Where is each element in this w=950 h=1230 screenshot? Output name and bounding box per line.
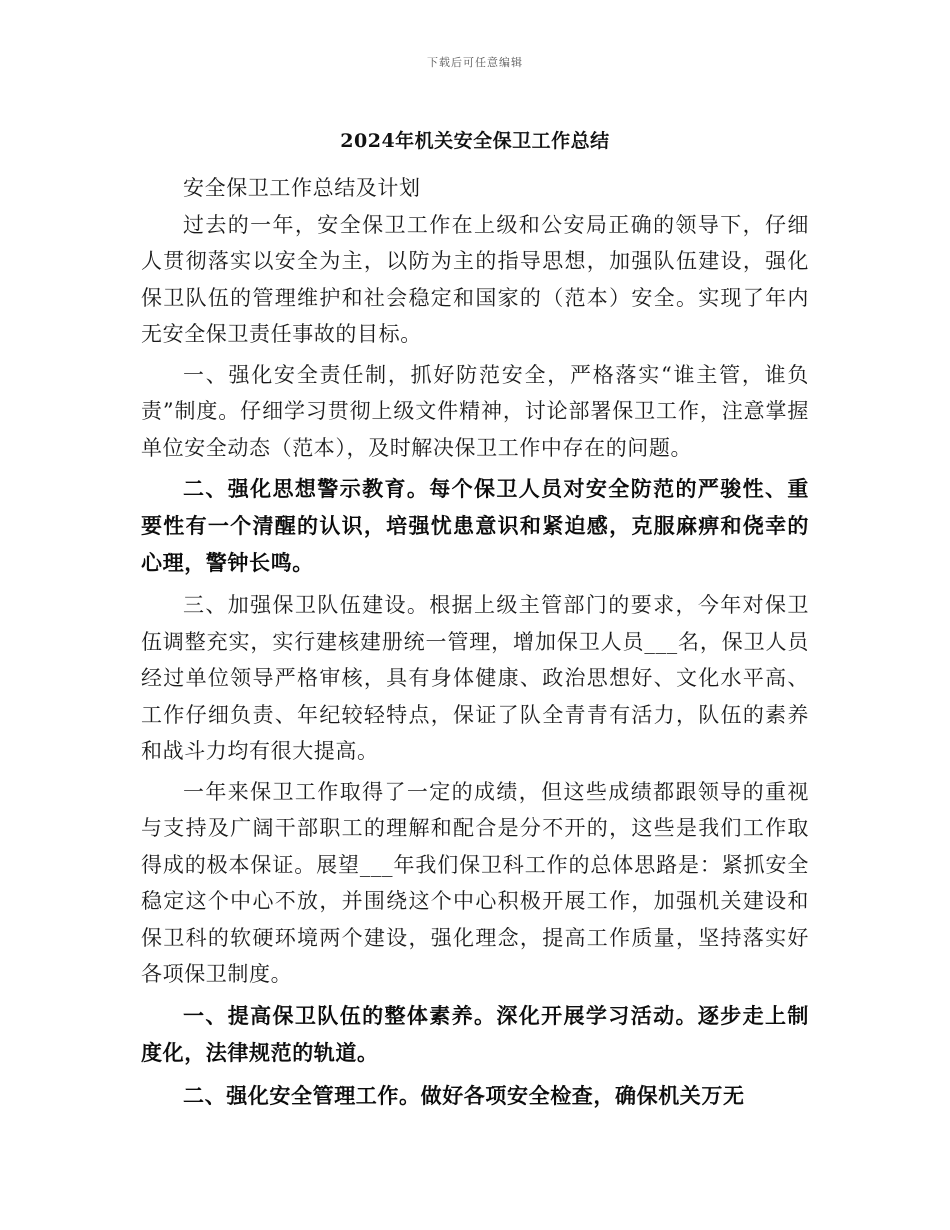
paragraph-item-3: 三、加强保卫队伍建设。根据上级主管部门的要求，今年对保卫伍调整充实，实行建核建册统一管理，增加保卫人员___名，保卫人员经过单位领导严格审核，具有身体健康、政治思想好、文化水平高、工作仔细负责、年纪较轻特点，保证了队全青青有活力，队伍的素养和战斗力均有很大提高。: [141, 593, 809, 763]
paragraph-plan-1: 一、提高保卫队伍的整体素养。深化开展学习活动。逐步走上制度化，法律规范的轨道。: [141, 1002, 809, 1065]
paragraph-item-1: 一、强化安全责任制，抓好防范安全，严格落实“谁主管，谁负责”制度。仔细学习贯彻上级文件精神，讨论部署保卫工作，注意掌握单位安全动态（范本），及时解决保卫工作中存在的问题。: [141, 362, 809, 460]
paragraph-plan-2: 二、强化安全管理工作。做好各项安全检查，确保机关万无: [183, 1082, 745, 1108]
document-body: [141, 170, 809, 1120]
paragraph-outlook: 一年来保卫工作取得了一定的成绩，但这些成绩都跟领导的重视与支持及广阔干部职工的理解和配合是分不开的，这些是我们工作取得成的极本保证。展望___年我们保卫科工作的总体思路是：紧抓安全稳定这个中心不放，并围绕这个中心积极开展工作，加强机关建设和保卫科的软硬环境两个建设，强化理念，提高工作质量，坚持落实好各项保卫制度。: [141, 779, 809, 986]
section-subtitle: 安全保卫工作总结及计划: [183, 176, 421, 200]
header-note: 下载后可任意编辑: [427, 56, 523, 69]
paragraph-intro: 过去的一年，安全保卫工作在上级和公安局正确的领导下，仔细人贯彻落实以安全为主，以防为主的指导思想，加强队伍建设，强化保卫队伍的管理维护和社会稳定和国家的（范本）安全。实现了年内无安全保卫责任事故的目标。: [141, 212, 809, 346]
document-title: 2024年机关安全保卫工作总结: [340, 130, 610, 152]
paragraph-item-2: 二、强化思想警示教育。每个保卫人员对安全防范的严骏性、重要性有一个清醒的认识，培强忧患意识和紧迫感，克服麻痹和侥幸的心理，警钟长鸣。: [141, 476, 809, 575]
